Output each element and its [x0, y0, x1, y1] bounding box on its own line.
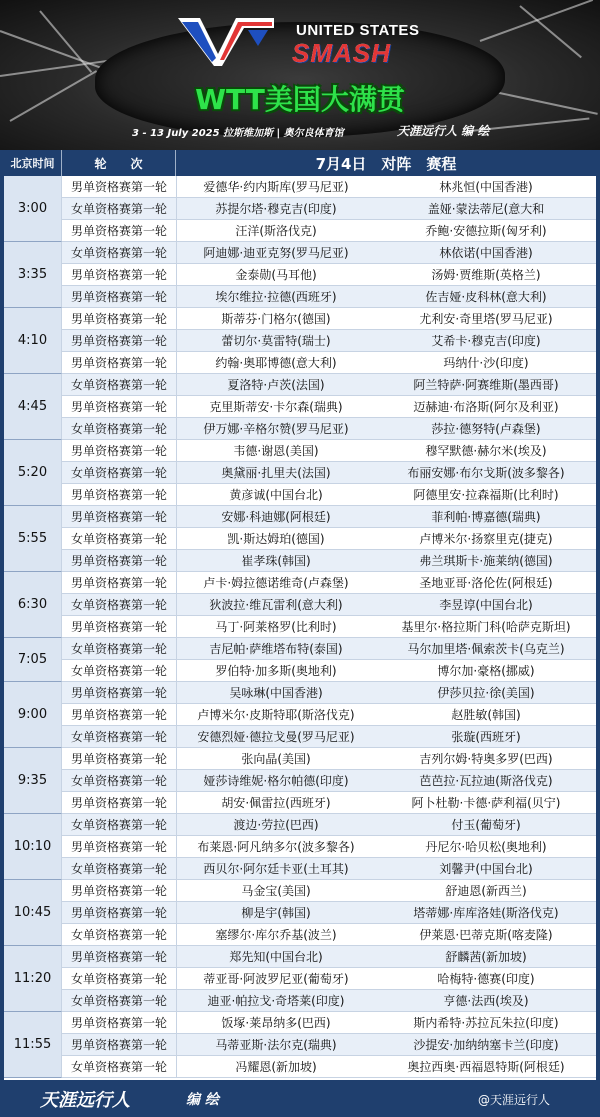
- player2-cell: 穆罕默德·赫尔米(埃及): [425, 444, 547, 458]
- match-row: [62, 484, 596, 506]
- player2-cell: 奥拉西奥·西福恩特斯(阿根廷): [407, 1060, 565, 1074]
- player2-cell: 林依诺(中国香港): [439, 246, 533, 260]
- footer: [0, 1080, 600, 1117]
- match-row: [62, 814, 596, 836]
- player1-cell: 埃尔维拉·拉德(西班牙): [215, 290, 337, 304]
- round-cell: 男单资格赛第一轮: [62, 682, 177, 704]
- player2-cell: 哈梅特·德赛(印度): [437, 972, 535, 986]
- player2-cell: 付玉(葡萄牙): [451, 818, 521, 832]
- player2-cell: 弗兰琪斯卡·施莱纳(德国): [419, 554, 553, 568]
- round-cell: 女单资格赛第一轮: [62, 814, 177, 836]
- player2-cell: 亨德·法西(埃及): [443, 994, 529, 1008]
- time-slot: 4:45: [4, 374, 62, 440]
- column-header-time: 北京时间: [4, 150, 62, 176]
- player2-cell: 阿德里安·拉森福斯(比利时): [413, 488, 559, 502]
- match-row: [62, 594, 596, 616]
- time-slot: 10:45: [4, 880, 62, 946]
- player2-cell: 林兆恒(中国香港): [439, 180, 533, 194]
- player1-cell: 柳是宇(韩国): [241, 906, 311, 920]
- time-slot: 3:35: [4, 242, 62, 308]
- match-row: [62, 726, 596, 748]
- round-cell: 男单资格赛第一轮: [62, 880, 177, 902]
- player1-cell: 饭塚·莱昂纳多(巴西): [221, 1016, 331, 1030]
- player2-cell: 艾希卡·穆克吉(印度): [431, 334, 541, 348]
- round-cell: 男单资格赛第一轮: [62, 330, 177, 352]
- round-cell: 男单资格赛第一轮: [62, 352, 177, 374]
- round-cell: 男单资格赛第一轮: [62, 572, 177, 594]
- player1-cell: 韦德·谢恩(美国): [233, 444, 319, 458]
- footer-author-role: 编 绘: [186, 1092, 219, 1108]
- player1-cell: 崔孝珠(韩国): [241, 554, 311, 568]
- match-row: [62, 946, 596, 968]
- brand-line1: UNITED STATES: [296, 22, 420, 39]
- match-row: [62, 528, 596, 550]
- player1-cell: 马蒂亚斯·法尔克(瑞典): [215, 1038, 337, 1052]
- round-cell: 男单资格赛第一轮: [62, 1012, 177, 1034]
- match-row: [62, 968, 596, 990]
- round-cell: 男单资格赛第一轮: [62, 264, 177, 286]
- time-slot: 4:10: [4, 308, 62, 374]
- round-cell: 男单资格赛第一轮: [62, 550, 177, 572]
- footer-author-name: 天涯远行人: [40, 1090, 130, 1111]
- player2-cell: 李昱谆(中国台北): [439, 598, 533, 612]
- player1-cell: 汪洋(斯洛伐克): [235, 224, 317, 238]
- player1-cell: 张向晶(美国): [241, 752, 311, 766]
- match-row: [62, 924, 596, 946]
- round-cell: 女单资格赛第一轮: [62, 968, 177, 990]
- player1-cell: 蕾切尔·莫雷特(瑞士): [221, 334, 331, 348]
- player2-cell: 舒迪恩(新西兰): [445, 884, 527, 898]
- match-row: [62, 1056, 596, 1078]
- player1-cell: 伊万娜·辛格尔赞(罗马尼亚): [203, 422, 349, 436]
- round-cell: 女单资格赛第一轮: [62, 418, 177, 440]
- match-row: [62, 572, 596, 594]
- round-cell: 女单资格赛第一轮: [62, 1056, 177, 1078]
- round-cell: 女单资格赛第一轮: [62, 638, 177, 660]
- match-row: [62, 858, 596, 880]
- player1-cell: 吴咏琳(中国香港): [229, 686, 323, 700]
- match-row: [62, 352, 596, 374]
- header-author: 天涯远行人 编 绘: [397, 124, 490, 138]
- round-cell: 男单资格赛第一轮: [62, 616, 177, 638]
- match-row: [62, 660, 596, 682]
- match-row: [62, 418, 596, 440]
- player2-cell: 迈赫迪·布洛斯(阿尔及利亚): [413, 400, 559, 414]
- match-row: [62, 308, 596, 330]
- match-row: [62, 748, 596, 770]
- player1-cell: 奥黛丽·扎里夫(法国): [221, 466, 331, 480]
- match-row: [62, 242, 596, 264]
- match-row: [62, 198, 596, 220]
- player1-cell: 卢卡·姆拉德诺维奇(卢森堡): [203, 576, 349, 590]
- player2-cell: 斯内希特·苏拉瓦朱拉(印度): [413, 1016, 559, 1030]
- time-slot: 11:55: [4, 1012, 62, 1078]
- player1-cell: 迪亚·帕拉戈·奇塔莱(印度): [207, 994, 345, 1008]
- wtt-logo-icon: [178, 14, 274, 70]
- match-row: [62, 550, 596, 572]
- round-cell: 女单资格赛第一轮: [62, 462, 177, 484]
- round-cell: 女单资格赛第一轮: [62, 990, 177, 1012]
- player2-cell: 刘馨尹(中国台北): [439, 862, 533, 876]
- player1-cell: 布莱恩·阿凡纳多尔(波多黎各): [197, 840, 355, 854]
- player2-cell: 沙提安·加纳纳塞卡兰(印度): [413, 1038, 559, 1052]
- player2-cell: 伊莱恩·巴蒂克斯(喀麦隆): [419, 928, 553, 942]
- round-cell: 女单资格赛第一轮: [62, 594, 177, 616]
- match-row: [62, 440, 596, 462]
- match-row: [62, 176, 596, 198]
- player1-cell: 金泰勋(马耳他): [235, 268, 317, 282]
- player1-cell: 塞缪尔·库尔乔基(波兰): [215, 928, 337, 942]
- round-cell: 男单资格赛第一轮: [62, 506, 177, 528]
- match-row: [62, 902, 596, 924]
- player1-cell: 郑先知(中国台北): [229, 950, 323, 964]
- player1-cell: 娅莎诗维妮·格尔帕德(印度): [203, 774, 349, 788]
- player2-cell: 汤姆·贾维斯(英格兰): [431, 268, 541, 282]
- match-row: [62, 770, 596, 792]
- time-slot: 5:55: [4, 506, 62, 572]
- watermark: @天涯远行人: [478, 1093, 551, 1107]
- round-cell: 男单资格赛第一轮: [62, 902, 177, 924]
- player2-cell: 阿兰特萨·阿赛维斯(墨西哥): [413, 378, 559, 392]
- player2-cell: 赵胜敏(韩国): [451, 708, 521, 722]
- round-cell: 女单资格赛第一轮: [62, 528, 177, 550]
- column-header-round: 轮 次: [62, 150, 176, 176]
- player2-cell: 乔鲍·安德拉斯(匈牙利): [425, 224, 547, 238]
- player2-cell: 博尔加·豪格(挪威): [437, 664, 535, 678]
- round-cell: 男单资格赛第一轮: [62, 704, 177, 726]
- round-cell: 女单资格赛第一轮: [62, 770, 177, 792]
- match-row: [62, 990, 596, 1012]
- player2-cell: 丹尼尔·哈贝松(奥地利): [425, 840, 547, 854]
- match-row: [62, 704, 596, 726]
- brand-line2: SMASH: [292, 38, 391, 68]
- player1-cell: 马金宝(美国): [241, 884, 311, 898]
- round-cell: 男单资格赛第一轮: [62, 1034, 177, 1056]
- schedule-table: [4, 150, 596, 1080]
- time-slot: 11:20: [4, 946, 62, 1012]
- time-slot: 6:30: [4, 572, 62, 638]
- player1-cell: 黄彦诚(中国台北): [229, 488, 323, 502]
- player1-cell: 罗伯特·加多斯(奥地利): [215, 664, 337, 678]
- time-slot: 5:20: [4, 440, 62, 506]
- match-row: [62, 506, 596, 528]
- player1-cell: 安娜·科迪娜(阿根廷): [221, 510, 331, 524]
- player1-cell: 夏洛特·卢茨(法国): [227, 378, 325, 392]
- round-cell: 男单资格赛第一轮: [62, 396, 177, 418]
- player1-cell: 克里斯蒂安·卡尔森(瑞典): [209, 400, 343, 414]
- round-cell: 男单资格赛第一轮: [62, 440, 177, 462]
- player1-cell: 冯耀恩(新加坡): [235, 1060, 317, 1074]
- match-row: [62, 374, 596, 396]
- match-row: [62, 616, 596, 638]
- round-cell: 男单资格赛第一轮: [62, 286, 177, 308]
- player2-cell: 卢博米尔·扬察里克(捷克): [419, 532, 553, 546]
- header-banner: [0, 0, 600, 150]
- date-venue: 3 - 13 July 2025 拉斯维加斯 | 奥尔良体育馆: [132, 128, 344, 139]
- round-cell: 男单资格赛第一轮: [62, 176, 177, 198]
- player2-cell: 马尔加里塔·佩索茨卡(乌克兰): [407, 642, 565, 656]
- match-row: [62, 286, 596, 308]
- round-cell: 男单资格赛第一轮: [62, 946, 177, 968]
- match-row: [62, 836, 596, 858]
- round-cell: 男单资格赛第一轮: [62, 220, 177, 242]
- match-row: [62, 462, 596, 484]
- player1-cell: 吉尼帕·萨维塔布特(泰国): [209, 642, 343, 656]
- player1-cell: 卢博米尔·皮斯特耶(斯洛伐克): [197, 708, 355, 722]
- player2-cell: 布丽安娜·布尔戈斯(波多黎各): [407, 466, 565, 480]
- page-title: WTT美国大满贯: [195, 83, 405, 116]
- column-header-match: 7月4日 对阵 赛程: [176, 150, 596, 176]
- player2-cell: 菲利帕·博嘉德(瑞典): [431, 510, 541, 524]
- round-cell: 男单资格赛第一轮: [62, 308, 177, 330]
- match-row: [62, 1012, 596, 1034]
- round-cell: 女单资格赛第一轮: [62, 858, 177, 880]
- match-row: [62, 220, 596, 242]
- time-slot: 7:05: [4, 638, 62, 682]
- match-row: [62, 1034, 596, 1056]
- player1-cell: 蒂亚哥·阿波罗尼亚(葡萄牙): [203, 972, 349, 986]
- player1-cell: 爱德华·约内斯库(罗马尼亚): [203, 180, 349, 194]
- player2-cell: 圣地亚哥·洛伦佐(阿根廷): [419, 576, 553, 590]
- player1-cell: 狄波拉·维瓦雷利(意大利): [209, 598, 343, 612]
- round-cell: 女单资格赛第一轮: [62, 924, 177, 946]
- player2-cell: 阿卜杜勒·卡德·萨利福(贝宁): [411, 796, 561, 810]
- player1-cell: 约翰·奥耶博德(意大利): [215, 356, 337, 370]
- match-row: [62, 264, 596, 286]
- player1-cell: 凯·斯达姆珀(德国): [227, 532, 325, 546]
- player1-cell: 胡安·佩雷拉(西班牙): [221, 796, 331, 810]
- player1-cell: 西贝尔·阿尔廷卡亚(土耳其): [203, 862, 349, 876]
- round-cell: 女单资格赛第一轮: [62, 198, 177, 220]
- player2-cell: 芭芭拉·瓦拉迪(斯洛伐克): [419, 774, 553, 788]
- match-row: [62, 638, 596, 660]
- player2-cell: 基里尔·格拉斯门科(哈萨克斯坦): [401, 620, 571, 634]
- player1-cell: 阿迪娜·迪亚克努(罗马尼亚): [203, 246, 349, 260]
- player1-cell: 马丁·阿莱格罗(比利时): [215, 620, 337, 634]
- player2-cell: 吉列尔姆·特奥多罗(巴西): [419, 752, 553, 766]
- player2-cell: 盖娅·蒙法蒂尼(意大和: [427, 202, 545, 216]
- round-cell: 女单资格赛第一轮: [62, 726, 177, 748]
- player2-cell: 舒麟茜(新加坡): [445, 950, 527, 964]
- round-cell: 女单资格赛第一轮: [62, 242, 177, 264]
- player2-cell: 尤利安·奇里塔(罗马尼亚): [419, 312, 553, 326]
- time-slot: 10:10: [4, 814, 62, 880]
- match-row: [62, 396, 596, 418]
- player2-cell: 佐吉娅·皮科林(意大利): [425, 290, 547, 304]
- round-cell: 女单资格赛第一轮: [62, 374, 177, 396]
- player1-cell: 渡边·劳拉(巴西): [233, 818, 319, 832]
- round-cell: 男单资格赛第一轮: [62, 792, 177, 814]
- match-row: [62, 330, 596, 352]
- player2-cell: 塔蒂娜·库库洛娃(斯洛伐克): [413, 906, 559, 920]
- round-cell: 女单资格赛第一轮: [62, 660, 177, 682]
- round-cell: 男单资格赛第一轮: [62, 484, 177, 506]
- time-slot: 9:35: [4, 748, 62, 814]
- player2-cell: 莎拉·德努特(卢森堡): [431, 422, 541, 436]
- round-cell: 男单资格赛第一轮: [62, 836, 177, 858]
- time-slot: 3:00: [4, 176, 62, 242]
- player1-cell: 安德烈娅·德拉戈曼(罗马尼亚): [197, 730, 355, 744]
- time-slot: 9:00: [4, 682, 62, 748]
- match-row: [62, 880, 596, 902]
- player2-cell: 玛纳什·沙(印度): [443, 356, 529, 370]
- round-cell: 男单资格赛第一轮: [62, 748, 177, 770]
- match-row: [62, 792, 596, 814]
- player1-cell: 斯蒂芬·门格尔(德国): [221, 312, 331, 326]
- player1-cell: 苏提尔塔·穆克吉(印度): [215, 202, 337, 216]
- match-row: [62, 682, 596, 704]
- player2-cell: 张璇(西班牙): [451, 730, 521, 744]
- player2-cell: 伊莎贝拉·徐(美国): [437, 686, 535, 700]
